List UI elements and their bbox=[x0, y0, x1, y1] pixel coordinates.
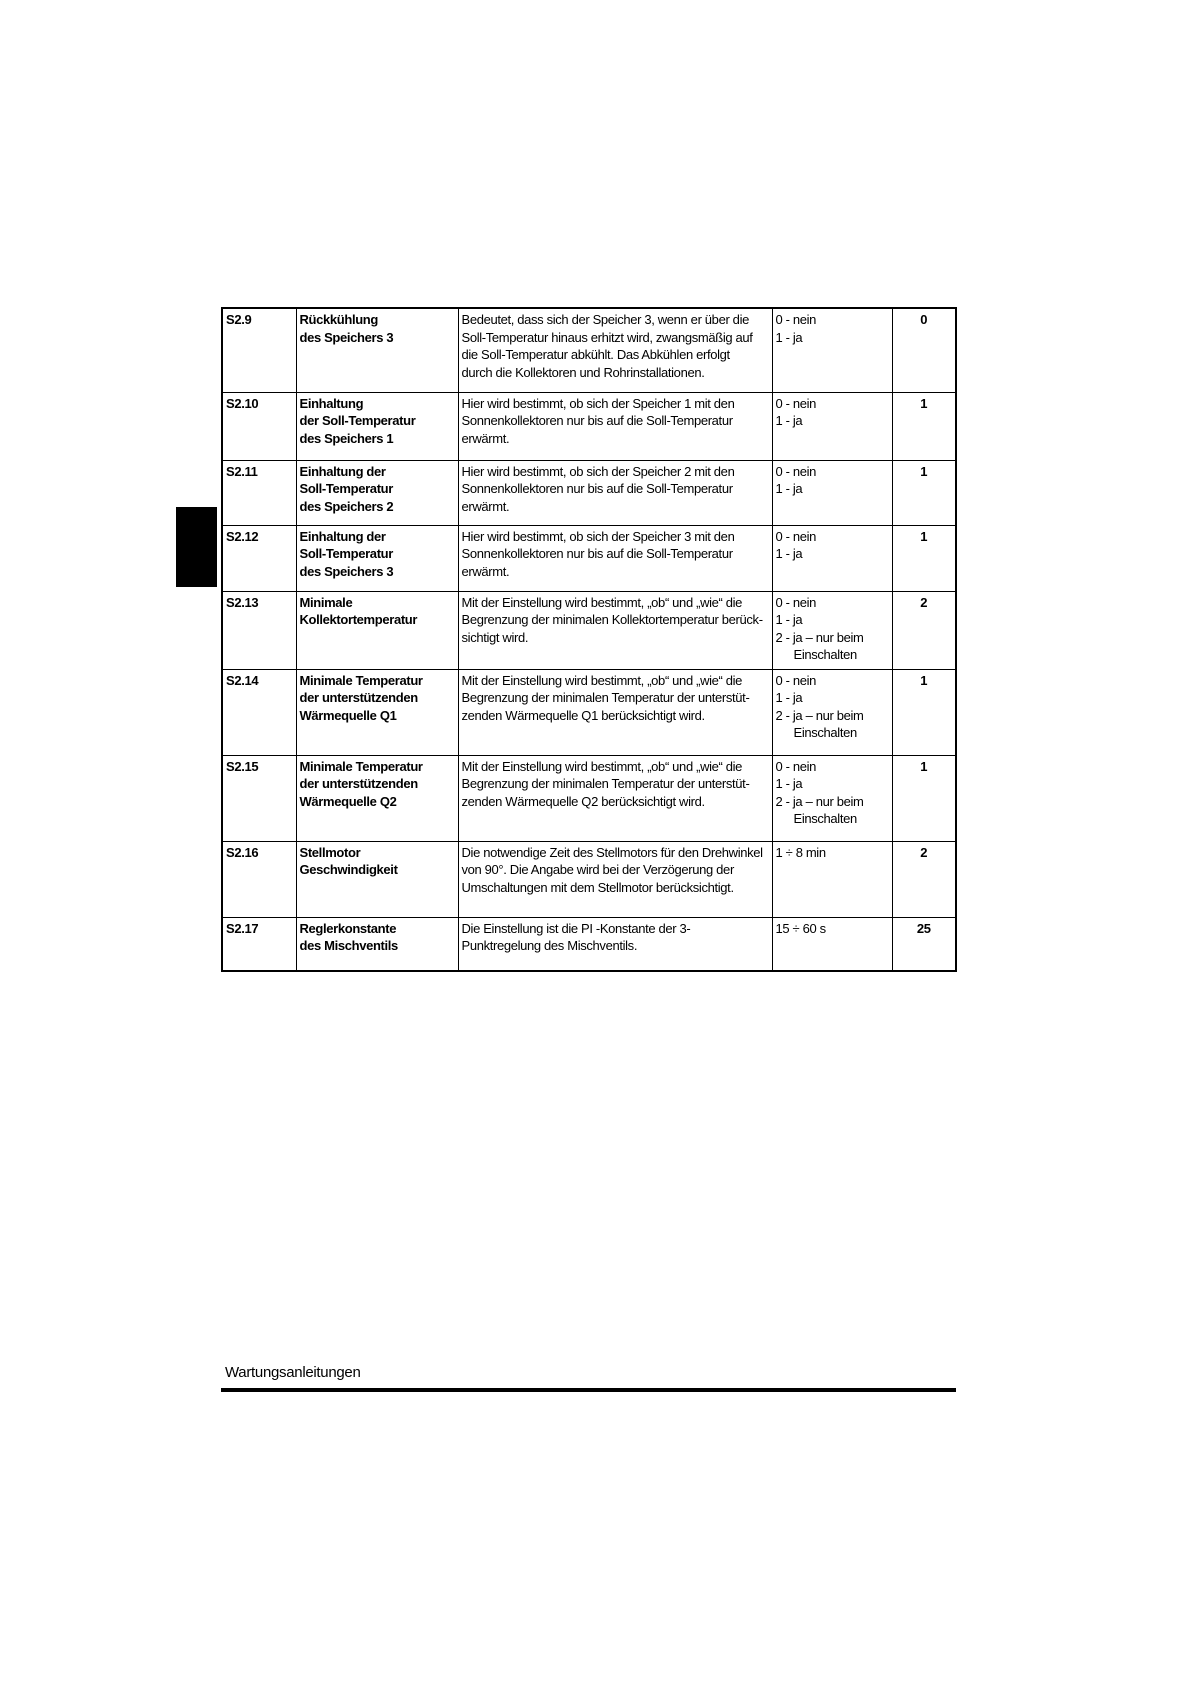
parameter-description bbox=[458, 591, 772, 669]
parameter-name bbox=[296, 917, 458, 971]
description-line: erwärmt. bbox=[461, 430, 510, 446]
parameter-name bbox=[296, 841, 458, 917]
description-line: Hier wird bestimmt, ob sich der Speicher 2 mit den bbox=[461, 463, 735, 479]
option-line: 0 - nein bbox=[775, 312, 817, 327]
parameter-description bbox=[458, 669, 772, 755]
parameter-options bbox=[772, 392, 892, 460]
parameter-name bbox=[296, 755, 458, 841]
parameter-name-line: Einhaltung der bbox=[299, 528, 386, 544]
parameter-default-value: 25 bbox=[892, 917, 956, 971]
description-line: Punktregelung des Mischventils. bbox=[461, 938, 638, 953]
parameter-default-value: 1 bbox=[892, 525, 956, 591]
parameter-name-line: der unterstützenden bbox=[299, 776, 418, 791]
parameter-name-line: Einhaltung der bbox=[299, 463, 386, 479]
description-line: erwärmt. bbox=[461, 563, 510, 579]
description-line: Die notwendige Zeit des Stellmotors für den Drehwinkel bbox=[461, 844, 763, 860]
description-line: sichtigt wird. bbox=[461, 629, 529, 645]
description-line: Begrenzung der minimalen Kollektortemperatur berück- bbox=[461, 612, 763, 627]
table-row bbox=[222, 525, 956, 591]
description-line: Mit der Einstellung wird bestimmt, „ob“ und „wie“ die bbox=[461, 672, 743, 688]
parameter-options bbox=[772, 755, 892, 841]
description-line: zenden Wärmequelle Q2 berücksichtigt wird. bbox=[461, 793, 705, 809]
option-line: 0 - nein bbox=[775, 463, 817, 479]
parameter-table bbox=[221, 307, 957, 972]
parameter-default-value: 1 bbox=[892, 755, 956, 841]
parameter-options bbox=[772, 460, 892, 525]
table-row bbox=[222, 392, 956, 460]
footer-title: Wartungsanleitungen bbox=[225, 1364, 361, 1381]
parameter-name bbox=[296, 591, 458, 669]
parameter-code: S2.16 bbox=[222, 841, 296, 917]
parameter-name-line: Soll-Temperatur bbox=[299, 546, 393, 561]
parameter-name-line: Wärmequelle Q1 bbox=[299, 707, 397, 723]
description-line: Sonnenkollektoren nur bis auf die Soll-Temperatur bbox=[461, 546, 733, 561]
parameter-name-line: Soll-Temperatur bbox=[299, 481, 393, 496]
option-line: 1 - ja bbox=[775, 546, 803, 561]
parameter-name bbox=[296, 669, 458, 755]
parameter-description bbox=[458, 392, 772, 460]
table-row bbox=[222, 669, 956, 755]
option-line: 0 - nein bbox=[775, 758, 817, 774]
description-line: Hier wird bestimmt, ob sich der Speicher 3 mit den bbox=[461, 528, 735, 544]
option-line: Einschalten bbox=[793, 725, 857, 740]
option-line: 1 - ja bbox=[775, 413, 803, 428]
description-line: Hier wird bestimmt, ob sich der Speicher 1 mit den bbox=[461, 395, 735, 411]
parameter-default-value: 1 bbox=[892, 460, 956, 525]
parameter-description bbox=[458, 917, 772, 971]
footer-rule bbox=[221, 1388, 956, 1392]
table-row bbox=[222, 460, 956, 525]
parameter-default-value: 2 bbox=[892, 591, 956, 669]
parameter-description bbox=[458, 755, 772, 841]
parameter-code: S2.14 bbox=[222, 669, 296, 755]
table-row bbox=[222, 841, 956, 917]
table-row bbox=[222, 308, 956, 392]
parameter-options bbox=[772, 308, 892, 392]
parameter-code: S2.15 bbox=[222, 755, 296, 841]
option-line: 1 - ja bbox=[775, 776, 803, 791]
option-line: 1 ÷ 8 min bbox=[775, 844, 826, 860]
option-line: 1 - ja bbox=[775, 481, 803, 496]
option-line: 2 - ja – nur beim bbox=[775, 707, 864, 723]
parameter-name-line: des Speichers 1 bbox=[299, 430, 394, 446]
table-row bbox=[222, 591, 956, 669]
parameter-name bbox=[296, 525, 458, 591]
parameter-name-line: Kollektortemperatur bbox=[299, 612, 418, 627]
option-line: 0 - nein bbox=[775, 594, 817, 610]
option-line: 0 - nein bbox=[775, 672, 817, 688]
description-line: Sonnenkollektoren nur bis auf die Soll-Temperatur bbox=[461, 481, 733, 496]
parameter-name-line: des Mischventils bbox=[299, 938, 398, 953]
description-line: Die Einstellung ist die PI -Konstante der 3- bbox=[461, 920, 691, 936]
description-line: Umschaltungen mit dem Stellmotor berücksichtigt. bbox=[461, 879, 734, 895]
parameter-name-line: Reglerkonstante bbox=[299, 920, 397, 936]
parameter-name-line: des Speichers 3 bbox=[299, 563, 394, 579]
parameter-description bbox=[458, 525, 772, 591]
option-line: Einschalten bbox=[793, 811, 857, 826]
parameter-description bbox=[458, 308, 772, 392]
description-line: Begrenzung der minimalen Temperatur der unterstüt- bbox=[461, 690, 750, 705]
parameter-description bbox=[458, 841, 772, 917]
parameter-code: S2.13 bbox=[222, 591, 296, 669]
option-line: 2 - ja – nur beim bbox=[775, 793, 864, 809]
parameter-name-line: des Speichers 2 bbox=[299, 498, 394, 514]
description-line: Bedeutet, dass sich der Speicher 3, wenn er über die bbox=[461, 312, 749, 327]
parameter-default-value: 1 bbox=[892, 392, 956, 460]
option-line: 15 ÷ 60 s bbox=[775, 920, 826, 936]
parameter-name-line: des Speichers 3 bbox=[299, 329, 394, 345]
parameter-code: S2.17 bbox=[222, 917, 296, 971]
parameter-code: S2.10 bbox=[222, 392, 296, 460]
description-line: Soll-Temperatur hinaus erhitzt wird, zwangsmäßig auf bbox=[461, 329, 753, 345]
option-line: 1 - ja bbox=[775, 329, 803, 345]
table-row bbox=[222, 917, 956, 971]
parameter-name-line: Einhaltung bbox=[299, 395, 364, 411]
parameter-name-line: Rückkühlung bbox=[299, 312, 378, 327]
option-line: 2 - ja – nur beim bbox=[775, 629, 864, 645]
description-line: Mit der Einstellung wird bestimmt, „ob“ und „wie“ die bbox=[461, 758, 743, 774]
parameter-table-body bbox=[222, 308, 956, 971]
parameter-code: S2.9 bbox=[222, 308, 296, 392]
description-line: von 90°. Die Angabe wird bei der Verzögerung der bbox=[461, 862, 734, 877]
parameter-name-line: Minimale bbox=[299, 594, 353, 610]
section-marker-tab bbox=[176, 507, 217, 587]
description-line: die Soll-Temperatur abkühlt. Das Abkühlen erfolgt bbox=[461, 347, 730, 362]
parameter-name-line: Geschwindigkeit bbox=[299, 862, 398, 877]
parameter-name-line: Minimale Temperatur bbox=[299, 672, 423, 688]
parameter-name-line: der Soll-Temperatur bbox=[299, 413, 416, 428]
parameter-name bbox=[296, 460, 458, 525]
option-line: Einschalten bbox=[793, 647, 857, 662]
parameter-options bbox=[772, 917, 892, 971]
parameter-name-line: der unterstützenden bbox=[299, 690, 418, 705]
parameter-options bbox=[772, 669, 892, 755]
option-line: 0 - nein bbox=[775, 528, 817, 544]
parameter-options bbox=[772, 591, 892, 669]
description-line: erwärmt. bbox=[461, 498, 510, 514]
option-line: 1 - ja bbox=[775, 690, 803, 705]
parameter-default-value: 1 bbox=[892, 669, 956, 755]
table-row bbox=[222, 755, 956, 841]
parameter-description bbox=[458, 460, 772, 525]
parameter-default-value: 0 bbox=[892, 308, 956, 392]
parameter-name-line: Minimale Temperatur bbox=[299, 758, 423, 774]
parameter-code: S2.12 bbox=[222, 525, 296, 591]
parameter-name bbox=[296, 392, 458, 460]
description-line: Begrenzung der minimalen Temperatur der unterstüt- bbox=[461, 776, 750, 791]
parameter-name bbox=[296, 308, 458, 392]
parameter-name-line: Wärmequelle Q2 bbox=[299, 793, 397, 809]
option-line: 1 - ja bbox=[775, 612, 803, 627]
description-line: Mit der Einstellung wird bestimmt, „ob“ und „wie“ die bbox=[461, 594, 743, 610]
parameter-options bbox=[772, 525, 892, 591]
description-line: zenden Wärmequelle Q1 berücksichtigt wird. bbox=[461, 707, 705, 723]
description-line: Sonnenkollektoren nur bis auf die Soll-Temperatur bbox=[461, 413, 733, 428]
option-line: 0 - nein bbox=[775, 395, 817, 411]
parameter-name-line: Stellmotor bbox=[299, 844, 361, 860]
parameter-options bbox=[772, 841, 892, 917]
parameter-code: S2.11 bbox=[222, 460, 296, 525]
description-line: durch die Kollektoren und Rohrinstallationen. bbox=[461, 364, 705, 380]
parameter-default-value: 2 bbox=[892, 841, 956, 917]
